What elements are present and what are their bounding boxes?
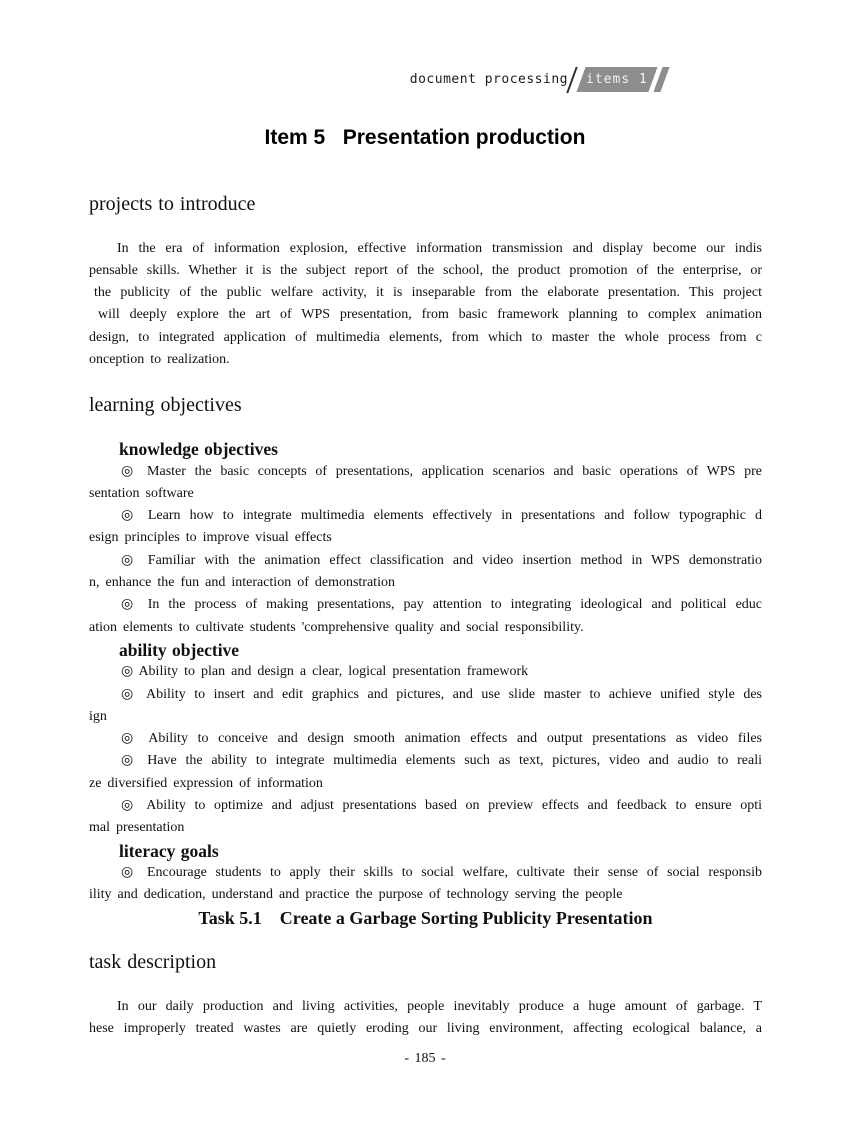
spacer bbox=[89, 215, 762, 237]
spacer bbox=[89, 416, 762, 438]
ability-bullet-line: ze diversified expression of information bbox=[89, 775, 323, 791]
section-heading-task-description: task description bbox=[89, 951, 217, 974]
knowledge-bullet-line: ◎ Familiar with the animation effect classification and video insertion method in WPS demonstratio bbox=[121, 552, 762, 568]
ability-bullet-line: mal presentation bbox=[89, 820, 185, 836]
items-badge-label: items 1 bbox=[586, 72, 648, 87]
knowledge-bullet-line: n, enhance the fun and interaction of demonstration bbox=[89, 575, 395, 591]
running-header bbox=[410, 66, 665, 93]
knowledge-bullet-line: ◎ In the process of making presentations, pay attention to integrating ideological and political educ bbox=[121, 597, 762, 613]
knowledge-bullet-line: esign principles to improve visual effects bbox=[89, 530, 332, 546]
literacy-bullet-line: ◎ Encourage students to apply their skills to social welfare, cultivate their sense of social responsib bbox=[121, 864, 762, 880]
subheading-knowledge-objectives: knowledge objectives bbox=[119, 439, 278, 460]
ability-bullet-line: ◎ Ability to plan and design a clear, logical presentation framework bbox=[121, 664, 529, 680]
page-title: Item 5 Presentation production bbox=[264, 126, 586, 149]
spacer bbox=[89, 371, 762, 393]
intro-line: the publicity of the public welfare activity, it is inseparable from the elaborate presentation. This project bbox=[94, 285, 762, 301]
literacy-bullet-line: ility and dedication, understand and practice the purpose of technology serving the people bbox=[89, 887, 623, 903]
ability-bullet-line: ◎ Ability to optimize and adjust presentations based on preview effects and feedback to ensure opti bbox=[121, 798, 762, 814]
ability-bullet-line: ign bbox=[89, 708, 107, 724]
section-heading-projects-to-introduce: projects to introduce bbox=[89, 193, 256, 215]
breadcrumb: document processing bbox=[409, 72, 568, 87]
subheading-literacy-goals: literacy goals bbox=[119, 840, 219, 861]
main-content bbox=[89, 193, 762, 1040]
intro-line: design, to integrated application of multimedia elements, from which to master the whole process from c bbox=[89, 329, 762, 345]
items-badge bbox=[576, 67, 657, 92]
task-description-line: hese improperly treated wastes are quietly eroding our living environment, affecting ecological balance, a bbox=[89, 1020, 762, 1036]
task-heading: Task 5.1 Create a Garbage Sorting Publicity Presentation bbox=[198, 907, 653, 928]
intro-line: pensable skills. Whether it is the subject report of the school, the product promotion of the enterprise, or bbox=[89, 262, 762, 278]
ability-bullet-line: ◎ Have the ability to integrate multimedia elements such as text, pictures, video and audio to reali bbox=[121, 753, 762, 769]
ability-bullet-line: ◎ Ability to conceive and design smooth animation effects and output presentations as video files bbox=[121, 731, 762, 747]
spacer bbox=[89, 973, 762, 995]
ability-bullet-line: ◎ Ability to insert and edit graphics and pictures, and use slide master to achieve unified style des bbox=[121, 686, 762, 702]
intro-line: will deeply explore the art of WPS presentation, from basic framework planning to complex animation bbox=[98, 307, 762, 323]
page-number: - 185 - bbox=[404, 1051, 446, 1066]
knowledge-bullet-line: ◎ Learn how to integrate multimedia elements effectively in presentations and follow typographic d bbox=[121, 508, 762, 524]
spacer bbox=[89, 929, 762, 951]
intro-line: In the era of information explosion, effective information transmission and display become our indis bbox=[117, 240, 762, 256]
knowledge-bullet-line: sentation software bbox=[89, 485, 194, 501]
task-description-line: In our daily production and living activities, people inevitably produce a huge amount of garbage. T bbox=[117, 998, 762, 1014]
knowledge-bullet-line: ation elements to cultivate students 'comprehensive quality and social responsibility. bbox=[89, 619, 584, 635]
subheading-ability-objective: ability objective bbox=[119, 639, 240, 660]
intro-line: onception to realization. bbox=[89, 352, 230, 368]
section-heading-learning-objectives: learning objectives bbox=[89, 393, 242, 416]
knowledge-bullet-line: ◎ Master the basic concepts of presentations, application scenarios and basic operations of WPS pre bbox=[121, 463, 762, 479]
